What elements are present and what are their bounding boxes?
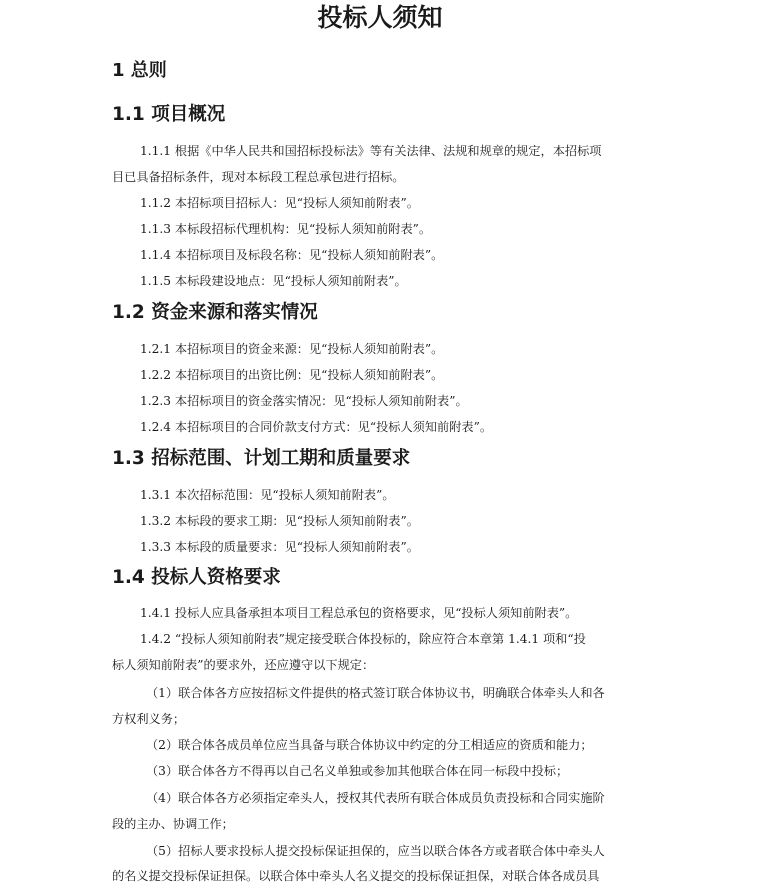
clause-4-line-1: （4）联合体各方必须指定牵头人，授权其代表所有联合体成员负责投标和合同实施阶 [146,791,605,805]
paragraph-1-4-2-line-2: 标人须知前附表”的要求外，还应遵守以下规定： [112,658,375,672]
clause-5-line-1: （5）招标人要求投标人提交投标保证担保的，应当以联合体各方或者联合体中牵头人 [146,844,605,858]
paragraph-1-3-1: 1.3.1 本次招标范围：见“投标人须知前附表”。 [140,488,395,502]
paragraph-1-2-2: 1.2.2 本招标项目的出资比例：见“投标人须知前附表”。 [140,368,444,382]
clause-3: （3）联合体各方不得再以自己名义单独或参加其他联合体在同一标段中投标； [146,764,569,778]
section-heading-1-1: 1.1 项目概况 [112,104,226,125]
paragraph-1-1-1-line-2: 目已具备招标条件，现对本标段工程总承包进行招标。 [112,170,405,184]
paragraph-1-3-3: 1.3.3 本标段的质量要求：见“投标人须知前附表”。 [140,540,419,554]
section-heading-1-4: 1.4 投标人资格要求 [112,567,281,588]
paragraph-1-2-3: 1.2.3 本招标项目的资金落实情况：见“投标人须知前附表”。 [140,394,468,408]
paragraph-1-1-4: 1.1.4 本招标项目及标段名称：见“投标人须知前附表”。 [140,248,444,262]
chapter-heading: 1 总则 [112,60,167,81]
paragraph-1-1-2: 1.1.2 本招标项目招标人：见“投标人须知前附表”。 [140,196,419,210]
paragraph-1-4-1: 1.4.1 投标人应具备承担本项目工程总承包的资格要求，见“投标人须知前附表”。 [140,606,578,620]
paragraph-1-4-2-line-1: 1.4.2 “投标人须知前附表”规定接受联合体投标的，除应符合本章第 1.4.1 项和“投 [140,632,586,646]
section-heading-1-3: 1.3 招标范围、计划工期和质量要求 [112,448,411,469]
paragraph-1-3-2: 1.3.2 本标段的要求工期：见“投标人须知前附表”。 [140,514,419,528]
clause-4-line-2: 段的主办、协调工作； [112,817,234,831]
document-title: 投标人须知 [317,3,443,32]
section-heading-1-2: 1.2 资金来源和落实情况 [112,302,318,323]
paragraph-1-2-1: 1.2.1 本招标项目的资金来源：见“投标人须知前附表”。 [140,342,444,356]
paragraph-1-2-4: 1.2.4 本招标项目的合同价款支付方式：见“投标人须知前附表”。 [140,420,493,434]
paragraph-1-1-5: 1.1.5 本标段建设地点：见“投标人须知前附表”。 [140,274,407,288]
clause-1-line-1: （1）联合体各方应按招标文件提供的格式签订联合体协议书，明确联合体牵头人和各 [146,686,605,700]
clause-2: （2）联合体各成员单位应当具备与联合体协议中约定的分工相适应的资质和能力； [146,738,593,752]
paragraph-1-1-1-line-1: 1.1.1 根据《中华人民共和国招标投标法》等有关法律、法规和规章的规定，本招标项 [140,144,602,158]
clause-1-line-2: 方权利义务； [112,712,186,726]
clause-5-line-2: 的名义提交投标保证担保。以联合体中牵头人名义提交的投标保证担保，对联合体各成员具 [112,869,600,883]
paragraph-1-1-3: 1.1.3 本标段招标代理机构：见“投标人须知前附表”。 [140,222,432,236]
